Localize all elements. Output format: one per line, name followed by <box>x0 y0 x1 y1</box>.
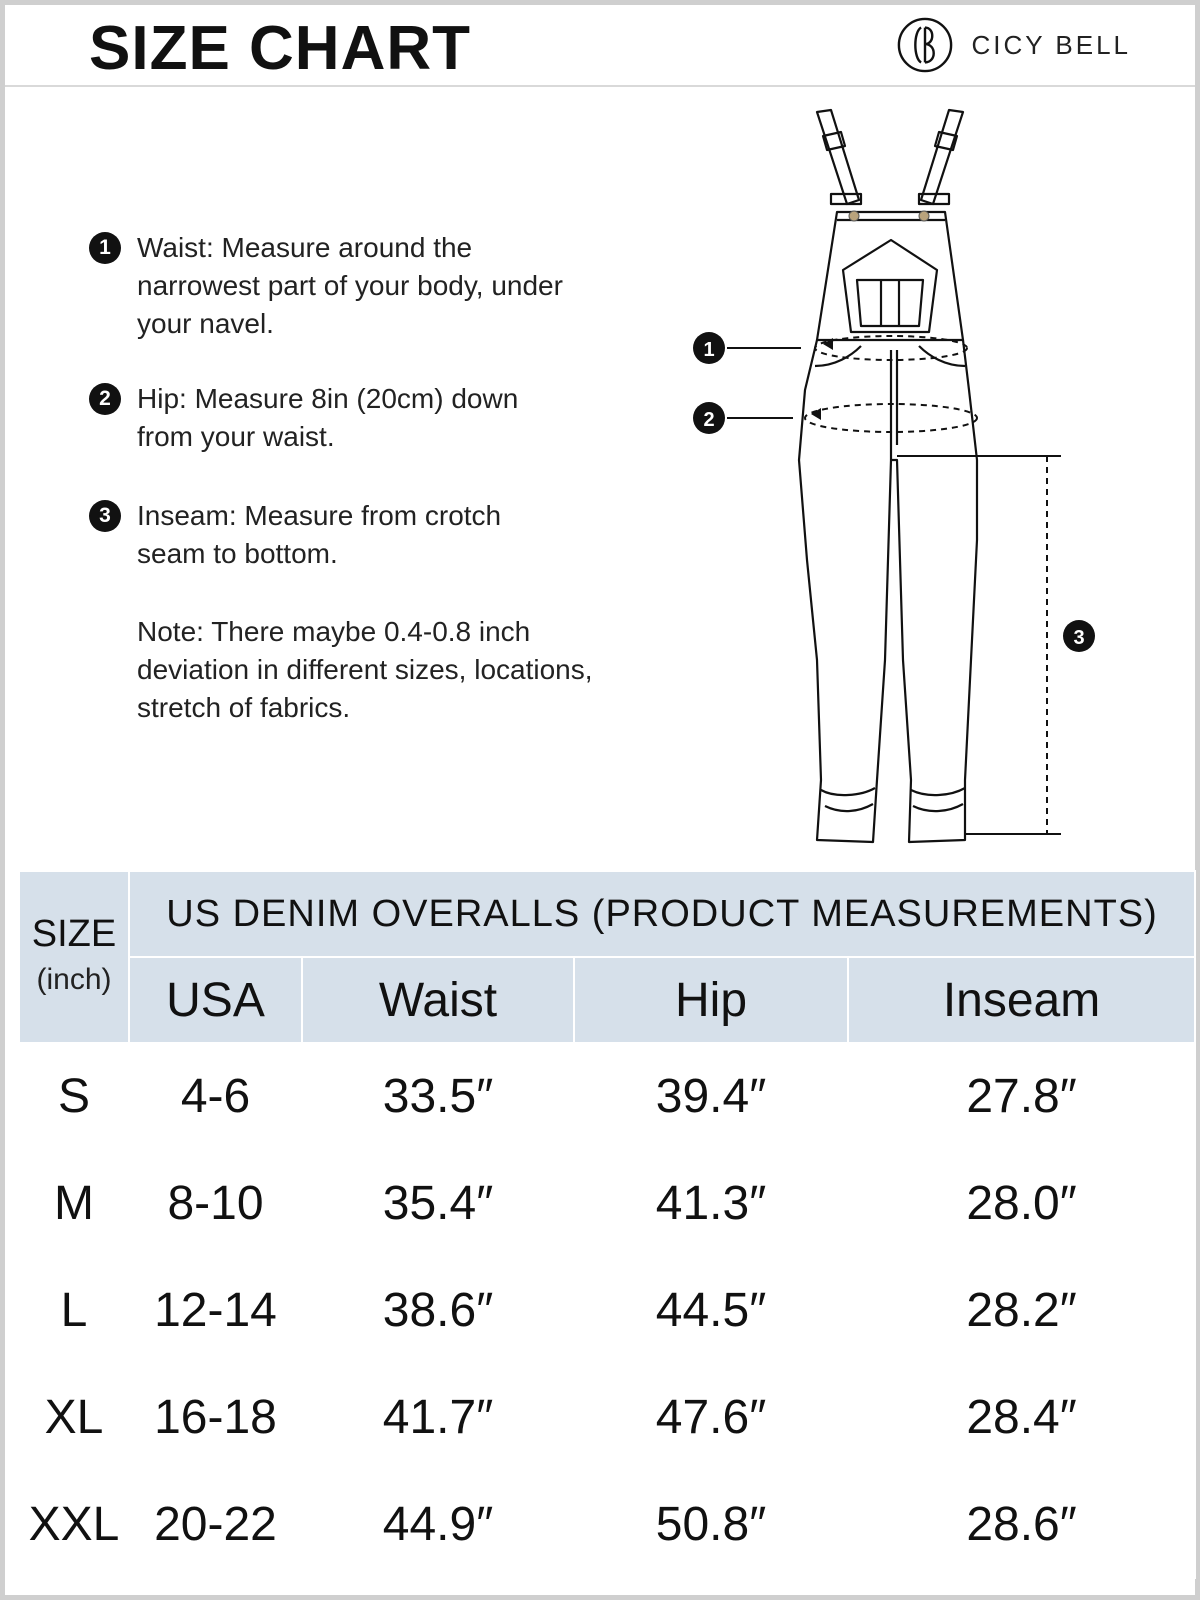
figure-marker-1: 1 <box>703 339 715 361</box>
col-header-hip: Hip <box>574 957 848 1043</box>
size-unit-label: (inch) <box>36 963 112 996</box>
cell-hip: 50.8″ <box>574 1471 848 1578</box>
instruction-text: Inseam: Measure from crotch seam to bottom. <box>137 500 502 569</box>
brand <box>896 15 1131 75</box>
instruction-text: Hip: Measure 8in (20cm) down from your waist. <box>137 383 519 452</box>
instruction-waist <box>89 229 577 343</box>
cell-size: M <box>19 1150 129 1257</box>
table-row <box>19 1150 1195 1257</box>
size-header-label: SIZE <box>31 913 117 955</box>
cell-size: XL <box>19 1364 129 1471</box>
cell-usa: 8-10 <box>129 1150 302 1257</box>
table-row <box>19 1257 1195 1364</box>
marker-2-icon: 2 <box>89 383 121 415</box>
instruction-hip <box>89 380 537 456</box>
size-chart-table <box>18 870 1196 1579</box>
cell-size: L <box>19 1257 129 1364</box>
cell-inseam: 28.4″ <box>848 1364 1195 1471</box>
group-title: US DENIM OVERALLS (PRODUCT MEASUREMENTS) <box>129 871 1195 957</box>
cell-usa: 4-6 <box>129 1043 302 1150</box>
cell-inseam: 28.6″ <box>848 1471 1195 1578</box>
page-title: SIZE CHART <box>89 14 471 83</box>
cb-monogram-logo-icon <box>896 16 954 74</box>
col-header-usa: USA <box>129 957 302 1043</box>
figure-marker-2: 2 <box>703 409 715 431</box>
cell-hip: 39.4″ <box>574 1043 848 1150</box>
instruction-inseam <box>89 497 577 573</box>
cell-waist: 33.5″ <box>302 1043 574 1150</box>
cell-waist: 35.4″ <box>302 1150 574 1257</box>
col-header-inseam: Inseam <box>848 957 1195 1043</box>
marker-1-icon: 1 <box>89 232 121 264</box>
cell-hip: 44.5″ <box>574 1257 848 1364</box>
cell-usa: 16-18 <box>129 1364 302 1471</box>
table-row <box>19 1043 1195 1150</box>
cell-usa: 12-14 <box>129 1257 302 1364</box>
table-row <box>19 1471 1195 1578</box>
cell-inseam: 28.2″ <box>848 1257 1195 1364</box>
table-group-header-row <box>19 871 1195 957</box>
cell-hip: 47.6″ <box>574 1364 848 1471</box>
figure-marker-3: 3 <box>1073 627 1085 649</box>
deviation-note: Note: There maybe 0.4-0.8 inch deviation in different sizes, locations, stretch of fabrics. <box>137 616 593 723</box>
cell-hip: 41.3″ <box>574 1150 848 1257</box>
cell-waist: 44.9″ <box>302 1471 574 1578</box>
instruction-text: Waist: Measure around the narrowest part of your body, under your navel. <box>137 232 563 339</box>
figure-markers <box>693 332 1095 652</box>
denim-overalls-illustration-icon <box>665 100 1125 860</box>
cell-inseam: 28.0″ <box>848 1150 1195 1257</box>
cell-usa: 20-22 <box>129 1471 302 1578</box>
size-header-cell <box>19 871 129 1043</box>
table-row <box>19 1364 1195 1471</box>
col-header-waist: Waist <box>302 957 574 1043</box>
table-column-header-row <box>19 957 1195 1043</box>
cell-size: XXL <box>19 1471 129 1578</box>
marker-3-icon: 3 <box>89 500 121 532</box>
brand-name: CICY BELL <box>971 29 1131 60</box>
header <box>5 5 1195 87</box>
cell-size: S <box>19 1043 129 1150</box>
cell-inseam: 27.8″ <box>848 1043 1195 1150</box>
cell-waist: 41.7″ <box>302 1364 574 1471</box>
cell-waist: 38.6″ <box>302 1257 574 1364</box>
